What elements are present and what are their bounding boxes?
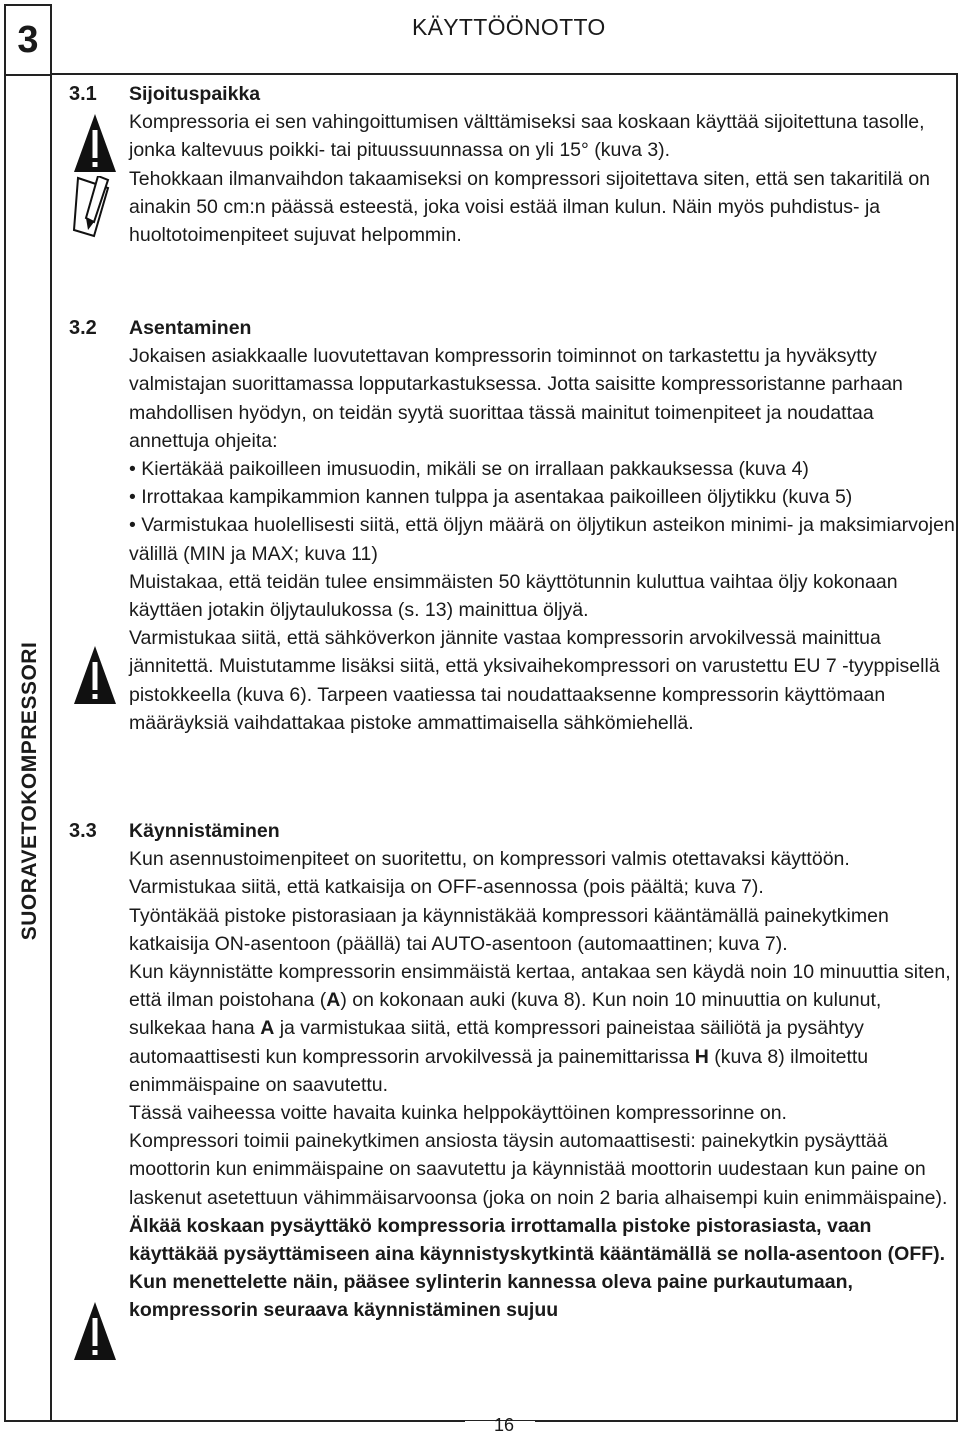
section-title: Käynnistäminen <box>129 820 280 842</box>
label-h: H <box>694 1045 709 1068</box>
section-3-3 <box>129 817 955 1325</box>
text-run: (kuva 8) ilmoitettu enimmäispaine on saavutettu. <box>129 1045 869 1096</box>
paragraph: Tässä vaiheessa voitte havaita kuinka helppokäyttöinen kompressorinne on. <box>129 1102 787 1125</box>
label-a: A <box>326 989 341 1012</box>
paragraph: Varmistukaa siitä, että sähköverkon jännite vastaa kompressorin arvokilvessä mainittua jännitettä. Muistutamme lisäksi siitä, että yksivaihekompressori on varustettu EU 7 -tyyppisellä pistokkeella (kuva 6). Tarpeen vaatiessa tai noudattaaksenne kompressorin käyttömaan määräyksiä vaihdattakaa pistoke ammattimaisella sähkömiehellä. <box>129 627 940 734</box>
section-title: Asentaminen <box>129 317 252 339</box>
text-run: ) on kokonaan auki (kuva 8). Kun noin 10 minuuttia on kulunut, sulkekaa hana <box>129 989 882 1040</box>
text-run: Kun käynnistätte kompressorin ensimmäistä kertaa, antakaa sen käydä noin 10 minuuttia siten, että ilman poistohana ( <box>129 961 951 1012</box>
section-number-3-3: 3.3 <box>69 820 97 842</box>
list-item: • Kiertäkää paikoilleen imusuodin, mikäli se on irrallaan pakkauksessa (kuva 4) <box>129 458 809 481</box>
warning-triangle-icon <box>72 644 118 711</box>
paragraph: Jokaisen asiakkaalle luovutettavan kompressorin toiminnot on tarkastettu ja hyväksytty valmistajan suorittamassa lopputarkastuksessa. Jotta saisitte kompressoristanne parhaan mahdollisen hyödyn, on teidän syytä suorittaa tässä mainitut toimenpiteet ja noudattaa annettuja ohjeita: <box>129 345 903 452</box>
warning-triangle-icon <box>72 1300 118 1367</box>
paragraph: Tehokkaan ilmanvaihdon takaamiseksi on kompressori sijoitettava siten, että sen takaritilä on ainakin 50 cm:n päässä esteestä, joka voisi estää ilman kulun. Näin myös puhdistus- ja huoltotoimenpiteet sujuvat helpommin. <box>129 167 930 247</box>
section-number-3-1: 3.1 <box>69 83 97 105</box>
paragraph: Kompressoria ei sen vahingoittumisen välttämiseksi saa koskaan käyttää sijoitettuna tasolle, jonka kaltevuus poikki- tai pituussuunnassa on yli 15° (kuva 3). <box>129 111 925 162</box>
sidebar-label: SUORAVETOKOMPRESSORI <box>18 641 41 941</box>
paragraph <box>129 958 955 1099</box>
warning-triangle-icon <box>72 112 118 179</box>
section-3-2 <box>129 314 955 737</box>
list-item: • Varmistukaa huolellisesti siitä, että öljyn määrä on öljytikun asteikon minimi- ja maksimiarvojen välillä (MIN ja MAX; kuva 11) <box>129 514 955 565</box>
list-item: • Irrottakaa kampikammion kannen tulppa ja asentakaa paikoilleen öljytikku (kuva 5) <box>129 486 853 509</box>
text-run: ja varmistukaa siitä, että kompressori paineistaa säiliötä ja pysähtyy automaattisesti kun kompressorin arvokilvessä ja painemittarissa <box>129 1017 864 1068</box>
paragraph: Kun asennustoimenpiteet on suoritettu, on kompressori valmis otettavaksi käyttöön. Varmistukaa siitä, että katkaisija on OFF-asennossa (pois päältä; kuva 7). <box>129 848 850 899</box>
pencil-note-icon <box>70 176 114 245</box>
chapter-title: KÄYTTÖÖNOTTO <box>412 14 606 40</box>
page-number: 16 <box>494 1415 515 1435</box>
paragraph: Työntäkää pistoke pistorasiaan ja käynnistäkää kompressori kääntämällä painekytkimen katkaisija ON-asentoon (päällä) tai AUTO-asentoon (automaattinen; kuva 7). <box>129 904 889 955</box>
chapter-number: 3 <box>4 4 52 74</box>
paragraph: Muistakaa, että teidän tulee ensimmäisten 50 käyttötunnin kuluttua vaihtaa öljy kokonaan käyttäen jotakin öljytaulukossa (s. 13) mainittua öljyä. <box>129 570 898 622</box>
sidebar <box>4 74 52 1422</box>
paragraph: Kompressori toimii painekytkimen ansiosta täysin automaattisesti: painekytkin pysäyttää moottorin kun enimmäispaine on saavutettu ja käynnistää moottorin uudestaan kun paine on laskenut asetettuun vähimmäisarvoonsa (joka on noin 2 baria alhaisempi kuin enimmäispaine). <box>129 1130 948 1209</box>
section-title: Sijoituspaikka <box>129 83 261 105</box>
section-3-1 <box>129 80 955 249</box>
section-number-3-2: 3.2 <box>69 317 97 339</box>
label-a: A <box>260 1017 275 1040</box>
warning-text: Älkää koskaan pysäyttäkö kompressoria irrottamalla pistoke pistorasiasta, vaan käyttäkää pysäyttämiseen aina käynnistyskytkintä kääntämällä se nolla-asentoon (OFF). Kun menettelette näin, pääsee sylinterin kannessa oleva paine purkautumaan, kompressorin seuraava käynnistäminen sujuu <box>129 1214 946 1322</box>
